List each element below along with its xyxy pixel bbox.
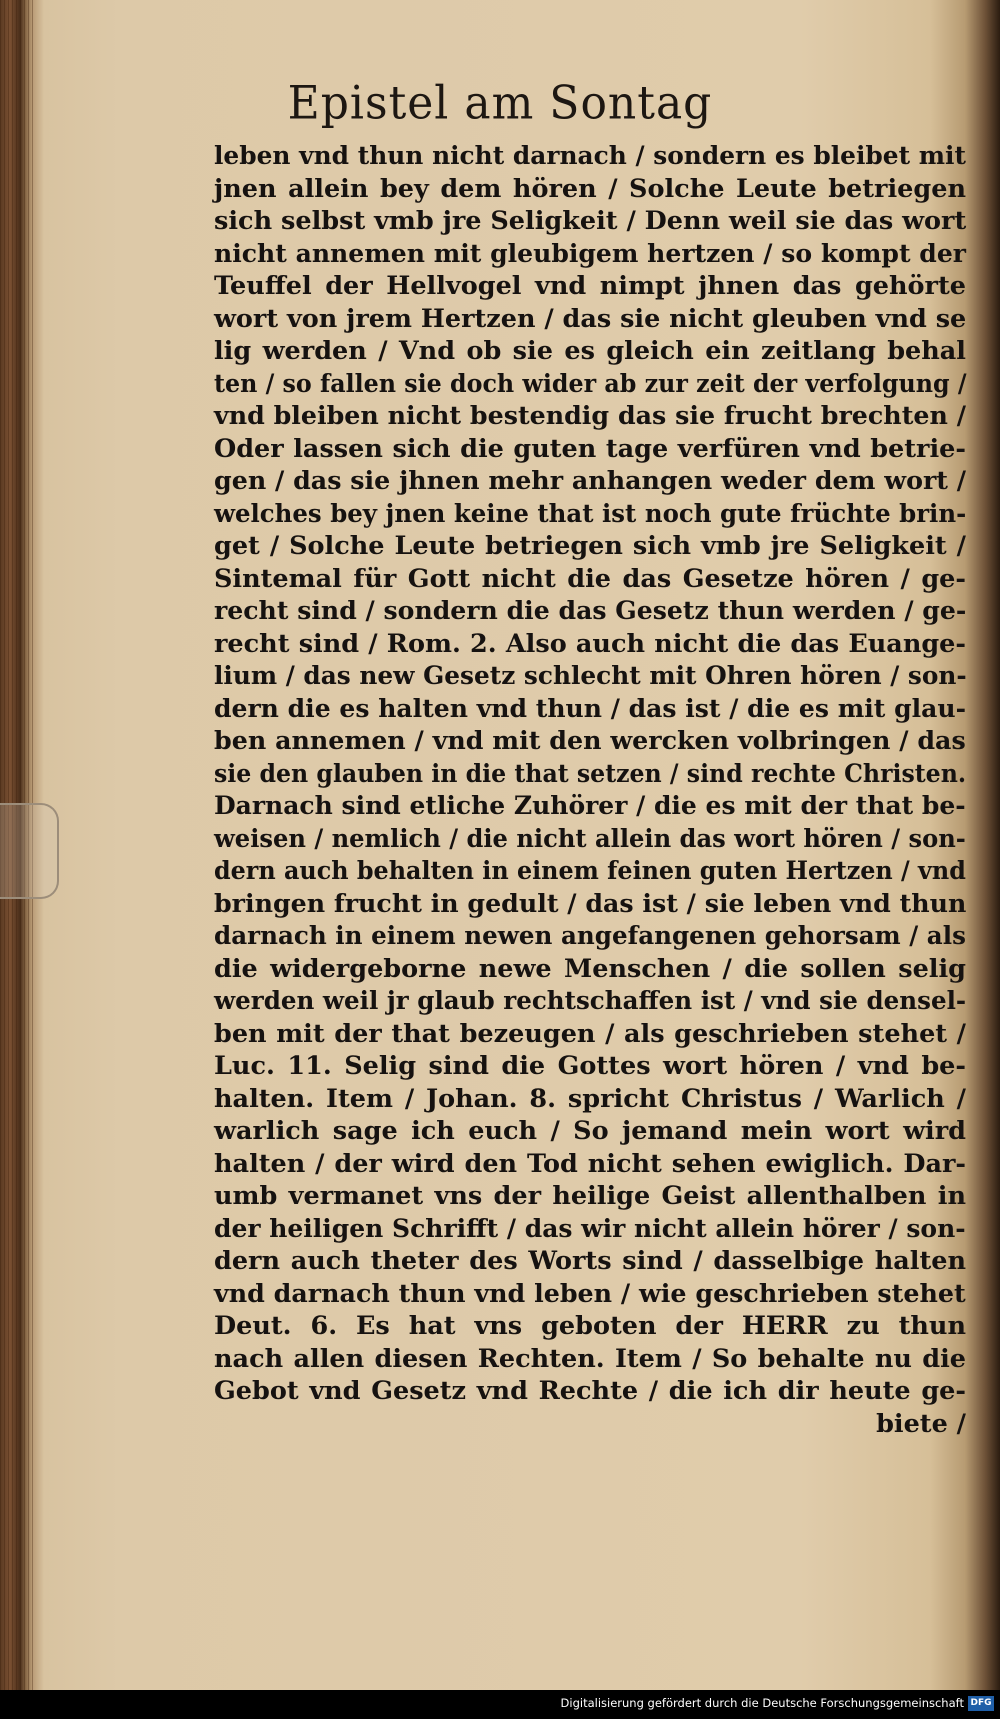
text-line: werden weil jr glaub rechtschaffen ist / vnd sie densel- [214,986,967,1016]
text-line: dern die es halten vnd thun / das ist / die es mit glau- [214,693,966,724]
page-title: Epistel am Sontag [287,76,713,131]
text-line: Sintemal für Gott nicht die das Gesetze hören / ge- [214,563,966,594]
text-line: biete / [876,1408,966,1439]
text-line: der heiligen Schrifft / das wir nicht allein hörer / son- [214,1213,966,1244]
bookmark-tab [0,803,59,899]
text-line: Gebot vnd Gesetz vnd Rechte / die ich dir heute ge- [214,1376,966,1406]
text-line: recht sind / Rom. 2. Also auch nicht die das Euange- [214,628,966,659]
text-line: welches bey jnen keine that ist noch gute früchte brin- [214,498,967,529]
text-line: warlich sage ich euch / So jemand mein wort wird [214,1116,966,1146]
text-line: lig werden / Vnd ob sie es gleich ein zeitlang behal [214,336,966,366]
text-line: jnen allein bey dem hören / Solche Leute betriegen [214,173,966,204]
text-line: Oder lassen sich die guten tage verfüren vnd betrie- [214,433,966,464]
text-line: wort von jrem Hertzen / das sie nicht gleuben vnd se [214,303,967,334]
text-line: lium / das new Gesetz schlecht mit Ohren hören / son- [214,661,967,691]
text-line: umb vermanet vns der heilige Geist allenthalben in [214,1181,966,1211]
text-line: recht sind / sondern die das Gesetz thun werden / ge- [214,596,967,626]
text-line: sich selbst vmb jre Seligkeit / Denn weil sie das wort [214,206,967,236]
text-line: Deut. 6. Es hat vns geboten der HERR zu thun [214,1311,966,1341]
text-line: leben vnd thun nicht darnach / sondern es bleibet mit [214,141,966,171]
text-line: sie den glauben in die that setzen / sind rechte Christen. [214,758,967,789]
text-line: ben mit der that bezeugen / als geschrieben stehet / [214,1018,966,1049]
text-line: bringen frucht in gedult / das ist / sie leben vnd thun [214,888,967,919]
text-line: vnd bleiben nicht bestendig das sie frucht brechten / [214,401,966,431]
text-line: Darnach sind etliche Zuhörer / die es mit der that be- [214,791,966,821]
text-line: nach allen diesen Rechten. Item / So behalte nu die [214,1343,966,1374]
text-line: Luc. 11. Selig sind die Gottes wort hören / vnd be- [214,1051,966,1081]
text-line: darnach in einem newen angefangenen gehorsam / als [214,921,966,951]
text-line: Teuffel der Hellvogel vnd nimpt jhnen das gehörte [214,271,966,301]
body-text [214,140,966,1440]
text-line: gen / das sie jhnen mehr anhangen weder dem wort / [214,466,967,496]
footer-credit: Digitalisierung gefördert durch die Deutsche Forschungsgemeinschaft [560,1696,964,1710]
text-line: vnd darnach thun vnd leben / wie geschrieben stehet [214,1278,966,1309]
text-line: get / Solche Leute betriegen sich vmb jre Seligkeit / [214,531,966,561]
text-line: nicht annemen mit gleubigem hertzen / so kompt der [214,238,966,269]
text-line: die widergeborne newe Menschen / die sollen selig [214,953,966,984]
text-line: dern auch behalten in einem feinen guten Hertzen / vnd [214,856,966,886]
text-line: ten / so fallen sie doch wider ab zur zeit der verfolgung / [214,368,967,399]
text-line: ben annemen / vnd mit den wercken volbringen / das [214,726,966,756]
text-line: halten. Item / Johan. 8. spricht Christus / Warlich / [214,1083,966,1114]
text-line: dern auch theter des Worts sind / dasselbige halten [214,1246,966,1276]
dfg-logo: DFG [968,1696,994,1711]
text-line: weisen / nemlich / die nicht allein das wort hören / son- [214,823,966,854]
text-line: halten / der wird den Tod nicht sehen ewiglich. Dar- [214,1148,966,1179]
